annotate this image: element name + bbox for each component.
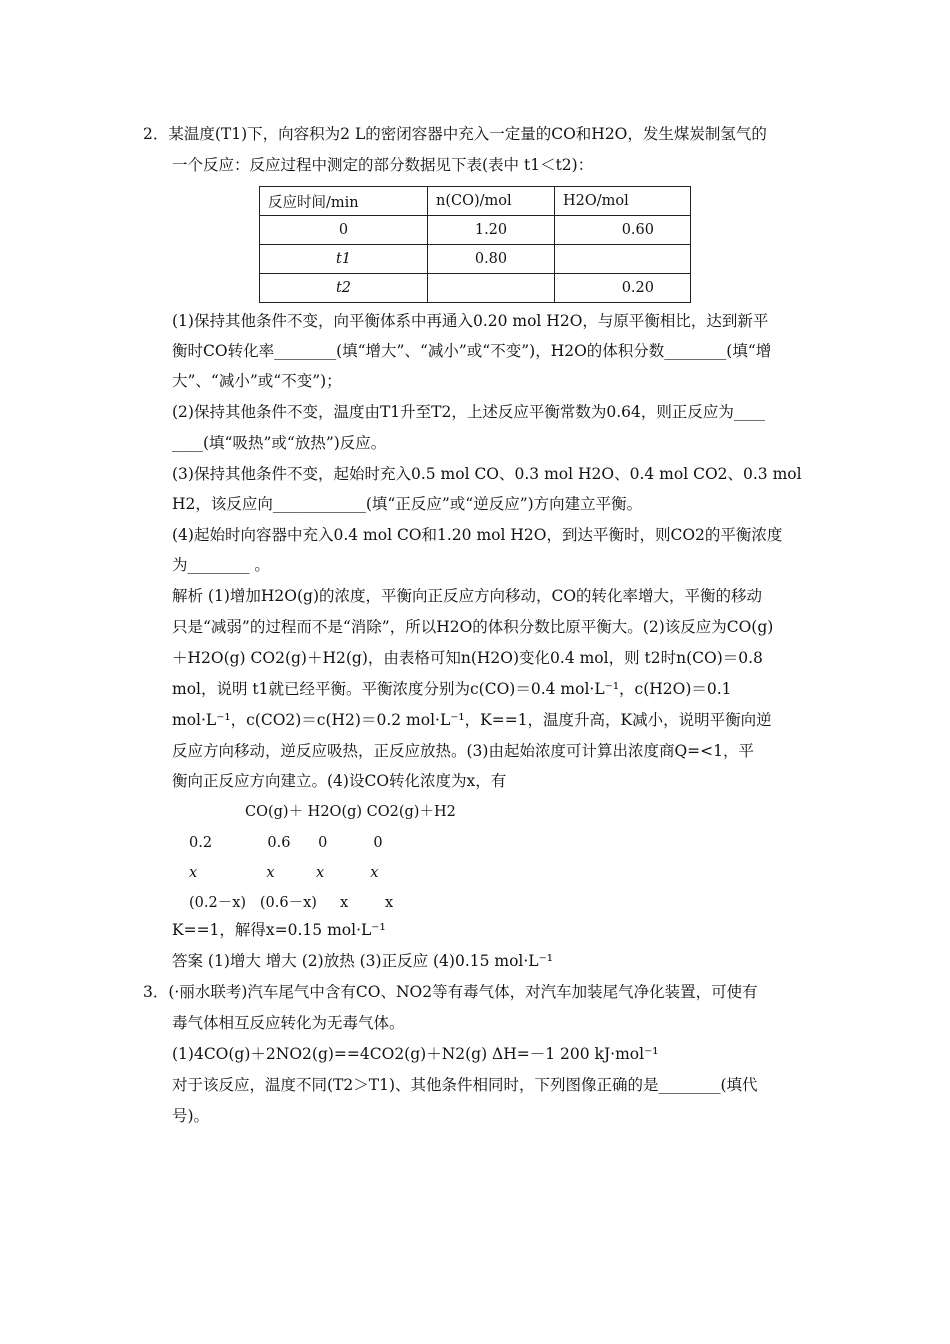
table-cell: t1 (260, 245, 428, 274)
analysis-line: mol，说明 t1就已经平衡。平衡浓度分别为c(CO)＝0.4 mol·L⁻¹，c(H2O)＝0.1 (172, 680, 732, 698)
table-cell: 1.20 (428, 216, 555, 245)
q2-line: 为________ 。 (172, 556, 270, 574)
q2-line: ____(填“吸热”或“放热”)反应。 (172, 434, 387, 452)
analysis-line: 衡向正反应方向建立。(4)设CO转化浓度为x，有 (172, 772, 507, 790)
q2-line: (1)保持其他条件不变，向平衡体系中再通入0.20 mol H2O，与原平衡相比，达到新平 (172, 312, 769, 330)
q3-line: 3．(·丽水联考)汽车尾气中含有CO、NO2等有毒气体，对汽车加装尾气净化装置，可使有 (143, 983, 758, 1001)
answer-line: 答案 (1)增大 增大 (2)放热 (3)正反应 (4)0.15 mol·L⁻¹ (172, 952, 553, 970)
table-cell: t2 (260, 274, 428, 303)
q2-line: 大”、“减小”或“不变”)； (172, 372, 342, 390)
equation-initial: 0.2 0.6 0 0 (189, 835, 383, 851)
table-header-cell: H2O/mol (555, 187, 691, 216)
table-header-row (260, 187, 691, 216)
table-row (260, 274, 691, 303)
q2-line: (4)起始时向容器中充入0.4 mol CO和1.20 mol H2O，到达平衡时，则CO2的平衡浓度 (172, 526, 783, 544)
analysis-line: 解析 (1)增加H2O(g)的浓度，平衡向正反应方向移动，CO的转化率增大，平衡的移动 (172, 587, 763, 605)
q3-line: 号)。 (172, 1107, 210, 1125)
table-header-cell: 反应时间/min (260, 187, 428, 216)
analysis-line: 反应方向移动，逆反应吸热，正反应放热。(3)由起始浓度可计算出浓度商Q=<1，平 (172, 742, 755, 760)
q3-line: (1)4CO(g)＋2NO2(g)==4CO2(g)＋N2(g) ΔH=－1 200 kJ·mol⁻¹ (172, 1045, 659, 1063)
analysis-line: 只是“减弱”的过程而不是“消除”，所以H2O的体积分数比原平衡大。(2)该反应为CO(g) (172, 618, 774, 636)
table-cell: 0.20 (555, 274, 691, 303)
q2-intro-line-1: 2．某温度(T1)下，向容积为2 L的密闭容器中充入一定量的CO和H2O，发生煤炭制氢气的 (143, 125, 767, 143)
q3-line: 毒气体相互反应转化为无毒气体。 (172, 1014, 405, 1032)
equation-change: x x x x (189, 865, 379, 881)
data-table (259, 186, 691, 303)
equation-equilibrium: (0.2－x) (0.6－x) x x (189, 895, 394, 911)
equation-species: CO(g)＋ H2O(g) CO2(g)＋H2 (245, 804, 456, 820)
table-header-cell: n(CO)/mol (428, 187, 555, 216)
q2-line: (3)保持其他条件不变，起始时充入0.5 mol CO、0.3 mol H2O、0.4 mol CO2、0.3 mol (172, 465, 802, 483)
result-line: K==1，解得x=0.15 mol·L⁻¹ (172, 921, 386, 939)
analysis-line: ＋H2O(g) CO2(g)＋H2(g)，由表格可知n(H2O)变化0.4 mol，则 t2时n(CO)＝0.8 (172, 649, 763, 667)
table-cell: 0.80 (428, 245, 555, 274)
table-cell (428, 274, 555, 303)
table-cell: 0 (260, 216, 428, 245)
table-cell (555, 245, 691, 274)
table-row (260, 245, 691, 274)
q2-line: 衡时CO转化率________(填“增大”、“减小”或“不变”)，H2O的体积分数________(填“增 (172, 342, 772, 360)
q2-line: H2，该反应向____________(填“正反应”或“逆反应”)方向建立平衡。 (172, 495, 643, 513)
q2-intro-line-2: 一个反应：反应过程中测定的部分数据见下表(表中 t1＜t2)： (172, 156, 594, 174)
q3-line: 对于该反应，温度不同(T2＞T1)、其他条件相同时，下列图像正确的是________(填代 (172, 1076, 758, 1094)
analysis-line: mol·L⁻¹，c(CO2)＝c(H2)＝0.2 mol·L⁻¹，K==1，温度升高，K减小，说明平衡向逆 (172, 711, 772, 729)
table-row (260, 216, 691, 245)
q2-line: (2)保持其他条件不变，温度由T1升至T2，上述反应平衡常数为0.64，则正反应为____ (172, 403, 765, 421)
table-cell: 0.60 (555, 216, 691, 245)
